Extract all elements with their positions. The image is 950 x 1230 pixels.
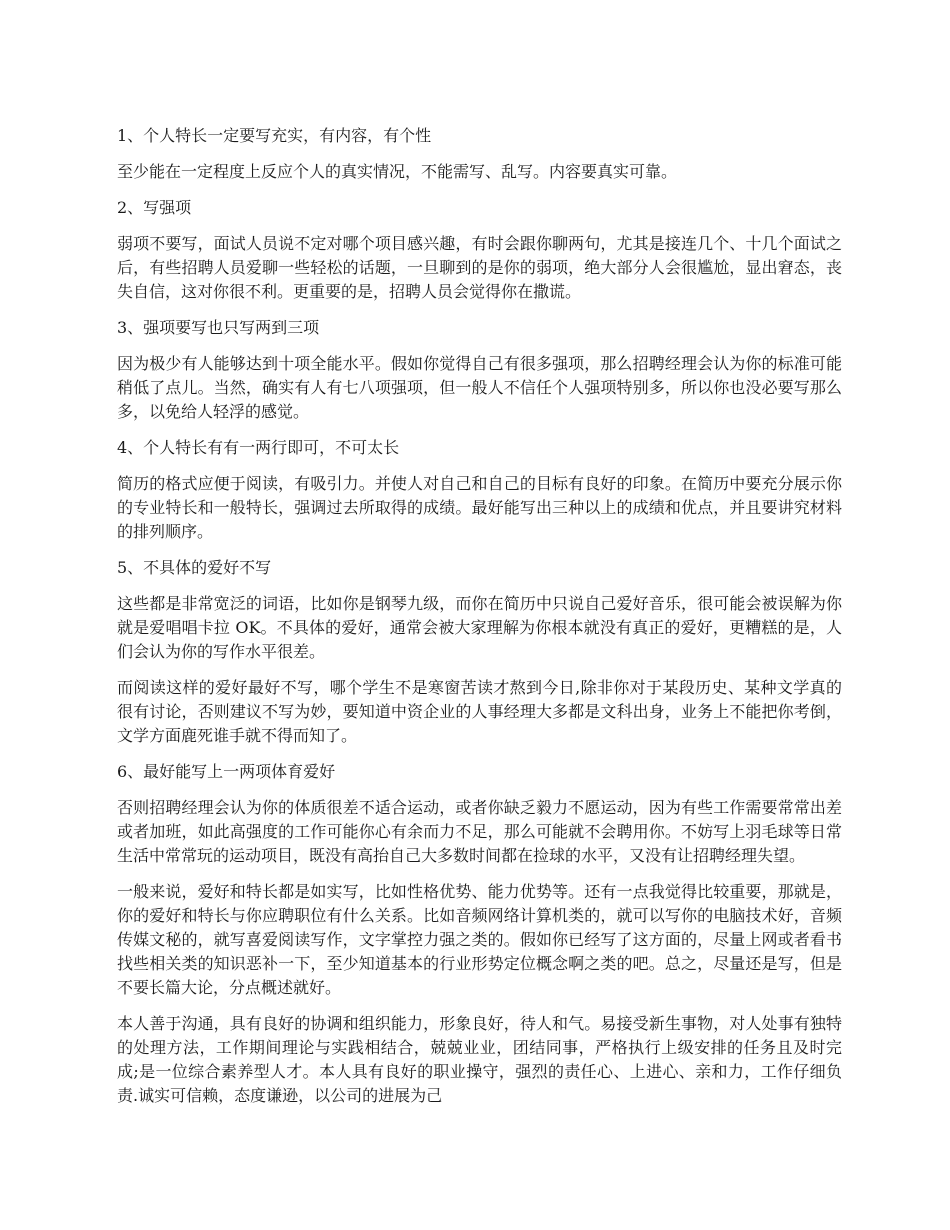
section-heading-3: 3、强项要写也只写两到三项 xyxy=(117,318,320,337)
section-heading-4: 4、个人特长有有一两行即可，不可太长 xyxy=(117,438,400,457)
section-paragraph-5a: 这些都是非常宽泛的词语，比如你是钢琴九级，而你在简历中只说自己爱好音乐，很可能会被误解为你就是爱唱唱卡拉 OK。不具体的爱好，通常会被大家理解为你根本就没有真正的爱好，更糟糕的是，人们会认为你的写作水平很差。 xyxy=(117,594,842,661)
section-paragraph-6b: 一般来说，爱好和特长都是如实写，比如性格优势、能力优势等。还有一点我觉得比较重要，那就是，你的爱好和特长与你应聘职位有什么关系。比如音频网络计算机类的，就可以写你的电脑技术好，音频传媒文秘的，就写喜爱阅读写作，文字掌控力强之类的。假如你已经写了这方面的，尽量上网或者看书找些相关类的知识恶补一下，至少知道基本的行业形势定位概念啊之类的吧。总之，尽量还是写，但是不要长篇大论，分点概述就好。 xyxy=(117,882,842,997)
document-body xyxy=(117,124,842,1120)
section-heading-5: 5、不具体的爱好不写 xyxy=(117,558,272,577)
section-paragraph-6a: 否则招聘经理会认为你的体质很差不适合运动，或者你缺乏毅力不愿运动，因为有些工作需要常常出差或者加班，如此高强度的工作可能你心有余而力不足，那么可能就不会聘用你。不妨写上羽毛球等日常生活中常常玩的运动项目，既没有高抬自己大多数时间都在捡球的水平，又没有让招聘经理失望。 xyxy=(117,798,842,865)
section-paragraph-4: 简历的格式应便于阅读，有吸引力。并使人对自己和自己的目标有良好的印象。在简历中要充分展示你的专业特长和一般特长，强调过去所取得的成绩。最好能写出三种以上的成绩和优点，并且要讲究材料的排列顺序。 xyxy=(117,474,842,541)
self-evaluation-paragraph: 本人善于沟通，具有良好的协调和组织能力，形象良好，待人和气。易接受新生事物，对人处事有独特的处理方法，工作期间理论与实践相结合，兢兢业业，团结同事，严格执行上级安排的任务且及时完成;是一位综合素养型人才。本人具有良好的职业操守，强烈的责任心、上进心、亲和力，工作仔细负责.诚实可信赖，态度谦逊，以公司的进展为己 xyxy=(117,1014,842,1105)
section-heading-1: 1、个人特长一定要写充实，有内容，有个性 xyxy=(117,126,432,145)
section-paragraph-1: 至少能在一定程度上反应个人的真实情况，不能需写、乱写。内容要真实可靠。 xyxy=(117,162,678,181)
section-heading-6: 6、最好能写上一两项体育爱好 xyxy=(117,762,336,781)
section-heading-2: 2、写强项 xyxy=(117,198,192,217)
section-paragraph-5b: 而阅读这样的爱好最好不写，哪个学生不是寒窗苦读才熬到今日,除非你对于某段历史、某种文学真的很有讨论，否则建议不写为妙，要知道中资企业的人事经理大多都是文科出身，业务上不能把你考倒，文学方面鹿死谁手就不得而知了。 xyxy=(117,678,842,745)
section-paragraph-2: 弱项不要写，面试人员说不定对哪个项目感兴趣，有时会跟你聊两句，尤其是接连几个、十几个面试之后，有些招聘人员爱聊一些轻松的话题，一旦聊到的是你的弱项，绝大部分人会很尴尬，显出窘态，丧失自信，这对你很不利。更重要的是，招聘人员会觉得你在撒谎。 xyxy=(117,234,842,301)
section-paragraph-3: 因为极少有人能够达到十项全能水平。假如你觉得自己有很多强项，那么招聘经理会认为你的标准可能稍低了点儿。当然，确实有人有七八项强项，但一般人不信任个人强项特别多，所以你也没必要写那么多，以免给人轻浮的感觉。 xyxy=(117,354,842,421)
